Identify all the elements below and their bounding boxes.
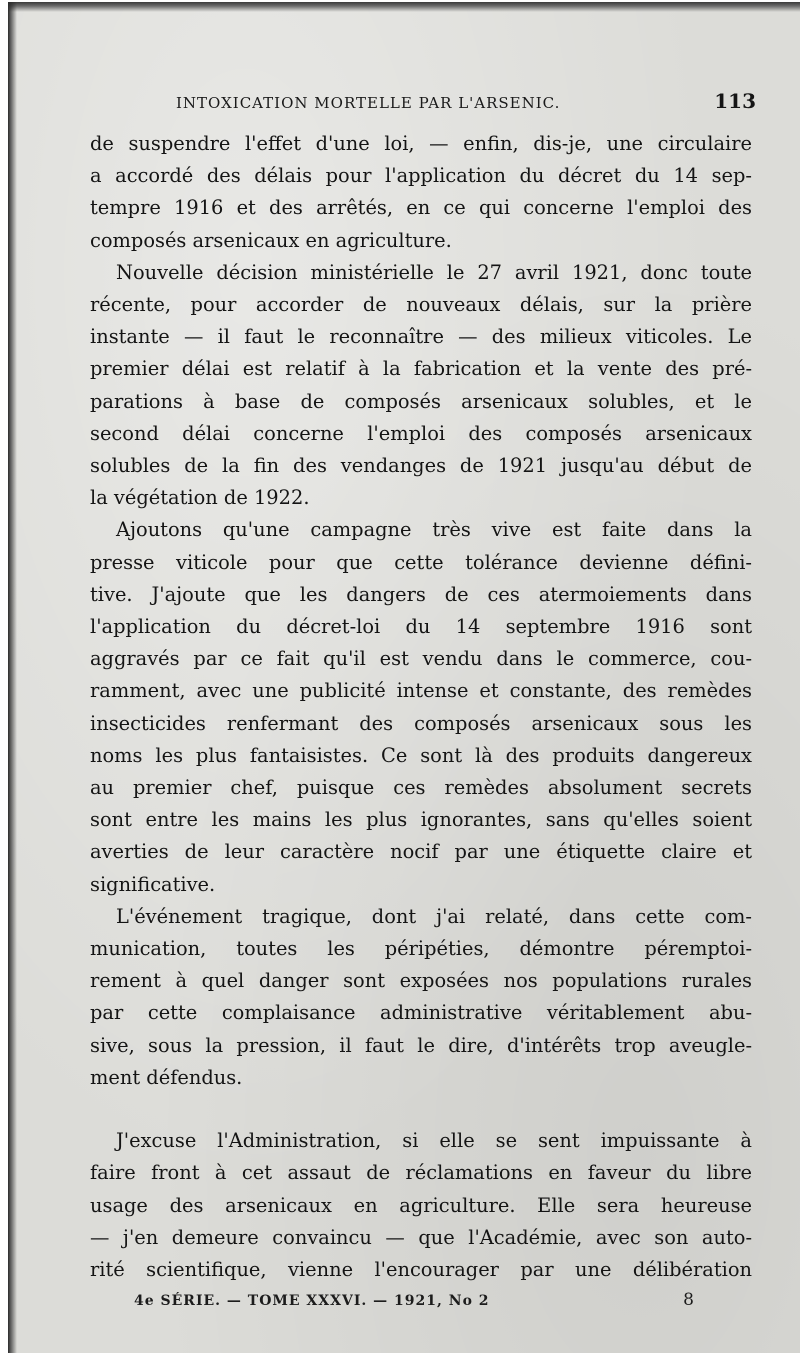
text-line: significative. xyxy=(90,872,216,896)
text-line: tive. J'ajoute que les dangers de ces atermoiements dans xyxy=(90,582,752,606)
text-line: insecticides renfermant des composés arsenicaux sous les xyxy=(90,711,752,735)
running-header-title: INTOXICATION MORTELLE PAR L'ARSENIC. xyxy=(176,94,561,112)
text-line: la végétation de 1922. xyxy=(90,486,310,510)
text-line: ramment, avec une publicité intense et constante, des remèdes xyxy=(90,679,752,703)
text-line: solubles de la fin des vendanges de 1921 jusqu'au début de xyxy=(90,454,752,478)
text-line: par cette complaisance administrative véritablement abu- xyxy=(90,1001,752,1025)
text-line: Nouvelle décision ministérielle le 27 avril 1921, donc toute xyxy=(116,260,752,284)
text-line: tempre 1916 et des arrêtés, en ce qui concerne l'emploi des xyxy=(90,196,752,220)
page-binding-shadow xyxy=(8,2,17,1353)
text-line: ment défendus. xyxy=(90,1065,243,1089)
text-line: rité scientifique, vienne l'encourager par une délibération xyxy=(90,1257,752,1281)
text-line: rement à quel danger sont exposées nos populations rurales xyxy=(90,969,752,993)
text-line: parations à base de composés arsenicaux solubles, et le xyxy=(90,389,752,413)
text-line: munication, toutes les péripéties, démontre péremptoi- xyxy=(90,937,752,961)
footer-sheet-number: 8 xyxy=(683,1290,694,1310)
text-line: de suspendre l'effet d'une loi, — enfin, dis-je, une circulaire xyxy=(90,132,752,155)
running-header xyxy=(176,89,756,117)
paragraph-event xyxy=(90,901,752,1094)
paragraph-decision xyxy=(90,257,752,515)
page-number: 113 xyxy=(714,89,756,113)
text-line: a accordé des délais pour l'application du décret du 14 sep- xyxy=(90,164,752,188)
text-line: aggravés par ce fait qu'il est vendu dans le commerce, cou- xyxy=(90,647,752,671)
text-line: presse viticole pour que cette tolérance devienne défini- xyxy=(90,550,752,574)
footer-series-volume: 4e SÉRIE. — TOME XXXVI. — 1921, No 2 xyxy=(134,1293,490,1309)
text-line: J'excuse l'Administration, si elle se sent impuissante à xyxy=(116,1129,752,1153)
text-line: usage des arsenicaux en agriculture. Elle sera heureuse xyxy=(90,1193,752,1217)
text-line: faire front à cet assaut de réclamations en faveur du libre xyxy=(90,1161,752,1185)
text-line: noms les plus fantaisistes. Ce sont là des produits dangereux xyxy=(90,743,752,767)
text-line: au premier chef, puisque ces remèdes absolument secrets xyxy=(90,776,752,800)
text-line: premier délai est relatif à la fabrication et la vente des pré- xyxy=(90,357,752,381)
text-line: L'événement tragique, dont j'ai relaté, dans cette com- xyxy=(116,904,752,928)
text-line: l'application du décret-loi du 14 septembre 1916 sont xyxy=(90,615,752,639)
paragraph-continuation xyxy=(90,128,752,257)
body-text xyxy=(90,128,752,1286)
text-line: averties de leur caractère nocif par une étiquette claire et xyxy=(90,840,752,864)
text-line: sive, sous la pression, il faut le dire, d'intérêts trop aveugle- xyxy=(90,1033,752,1057)
text-line: Ajoutons qu'une campagne très vive est faite dans la xyxy=(116,518,752,542)
paragraph-campaign xyxy=(90,514,752,900)
paragraph-administration xyxy=(90,1125,752,1286)
page-top-shadow xyxy=(8,2,800,12)
text-line: sont entre les mains les plus ignorantes, sans qu'elles soient xyxy=(90,808,752,832)
text-line: — j'en demeure convaincu — que l'Académie, avec son auto- xyxy=(90,1225,752,1249)
text-line: composés arsenicaux en agriculture. xyxy=(90,228,452,252)
text-line: second délai concerne l'emploi des composés arsenicaux xyxy=(90,421,752,445)
text-line: instante — il faut le reconnaître — des milieux viticoles. Le xyxy=(90,325,752,349)
printer-signature-footer xyxy=(134,1290,694,1316)
text-line: récente, pour accorder de nouveaux délais, sur la prière xyxy=(90,293,752,317)
